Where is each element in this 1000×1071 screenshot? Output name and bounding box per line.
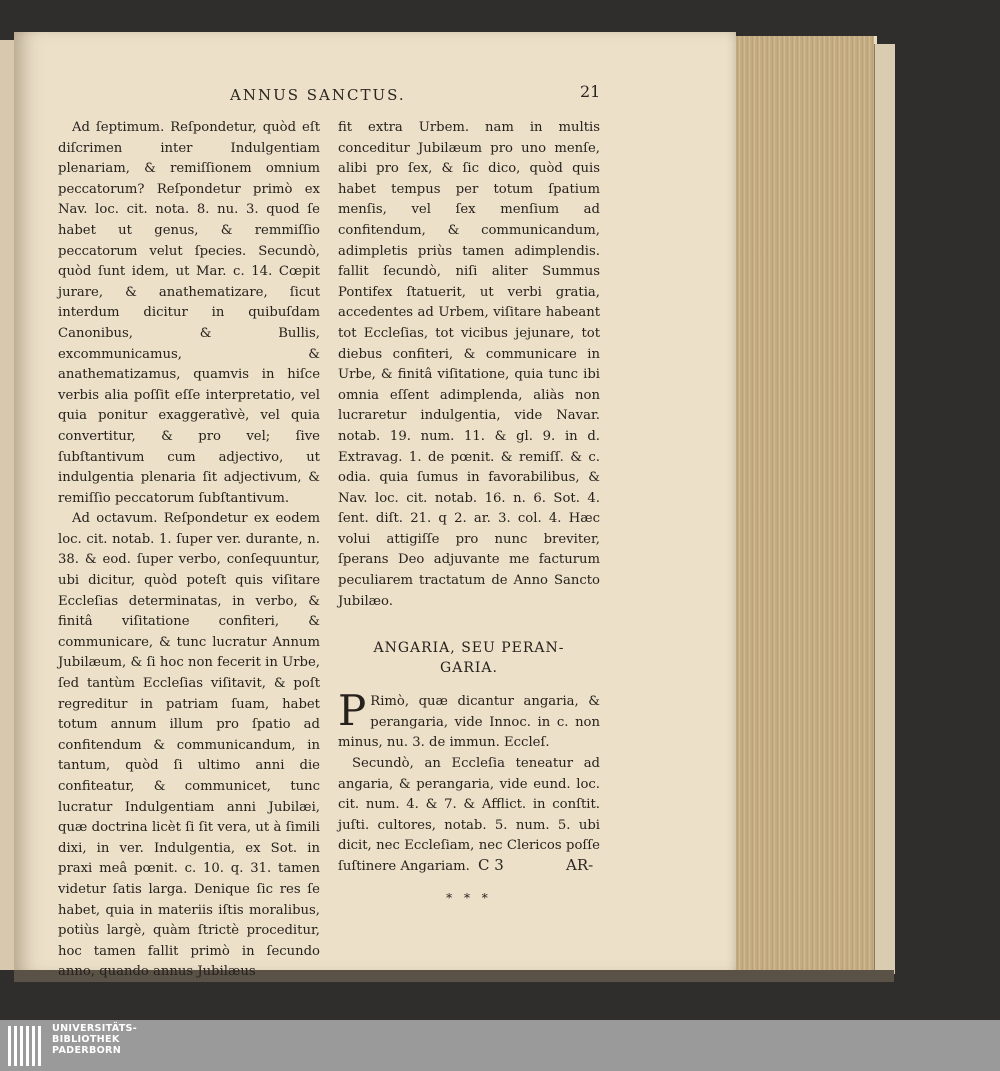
paragraph: fit extra Urbem. nam in multis conceditur Jubilæum pro uno menſe, alibi pro ſex, & ſic dico, quòd quis habet tempus per totum ſpatium menſis, vel ſex menſium ad confitendum, & communicandum, adimpletis priùs tamen adimplendis. fallit ſecundò, niſi aliter Summus Pontifex ſtatuerit, ut verbi gratia, accedentes ad Urbem, viſitare habeant tot Eccleſias, tot vicibus jejunare, tot diebus confiteri, & communicare in Urbe, & finitâ viſitatione, quia tunc ibi omnia eſſent adimplenda, aliàs non lucraretur indulgentia, vide Navar. notab. 19. num. 11. & gl. 9. in d. Extravag. 1. de pœnit. & remiſſ. & c. odia. quia ſumus in favorabilibus, & Nav. loc. cit. notab. 16. n. 6. Sot. 4. ſent. diſt. 21. q 2. ar. 3. col. 4. Hæc volui attigiſſe pro nunc breviter, ſperans Deo adjuvante me facturum peculiarem tractatum de Anno Sancto Jubilæo.	[338, 120, 600, 609]
page-number: 21	[580, 82, 601, 101]
ornament: * * *	[446, 890, 492, 905]
library-banner	[0, 1020, 1000, 1071]
library-name-line: BIBLIOTHEK	[52, 1034, 120, 1045]
catchword: AR-	[566, 856, 594, 874]
drop-capital: P	[338, 686, 367, 736]
section-heading-line: GARIA.	[440, 660, 498, 677]
text-column-left	[58, 118, 320, 983]
signature-mark: C 3	[478, 856, 504, 874]
section-heading	[338, 638, 600, 678]
library-name-line: PADERBORN	[52, 1045, 122, 1056]
library-logo-icon	[8, 1026, 48, 1066]
section-heading-line: ANGARIA, SEU PERAN-	[373, 640, 565, 657]
book-cover-edge	[874, 44, 895, 974]
library-name-line: UNIVERSITÄTS-	[52, 1023, 138, 1034]
page-fore-edge	[736, 36, 877, 970]
facing-page-edge	[0, 40, 15, 970]
running-head: ANNUS SANCTUS.	[230, 86, 406, 104]
paragraph: Secundò, an Eccleſia teneatur ad angaria, & perangaria, vide eund. loc. cit. num. 4. & 7. & Afflict. in conſtit. juſti. cultores, notab. 5. num. 5. ubi dicit, nec Eccleſiam, nec Clericos poſſe ſuſtinere Angariam.	[338, 756, 600, 874]
paragraph: Ad ſeptimum. Reſpondetur, quòd eſt diſcrimen inter Indulgentiam plenariam, & remiſſionem omnium peccatorum? Reſpondetur primò ex Nav. loc. cit. nota. 8. nu. 3. quod ſe habet ut genus, & remmiſſio peccatorum velut ſpecies. Secundò, quòd ſunt idem, ut Mar. c. 14. Cœpit jurare, & anathematizare, ſicut interdum dicitur in quibuſdam Canonibus, & Bullis, excommunicamus, & anathematizamus, quamvis in hiſce verbis alia poſſit eſſe interpretatio, vel quia ponitur exaggeratìvè, vel quia convertitur, & pro vel; ſive ſubſtantivum cum adjectivo, ut indulgentia plenaria ſit adjectivum, & remiſſio peccatorum ſubſtantivum.	[58, 120, 320, 506]
paragraph	[338, 686, 600, 754]
paragraph-text: Rimò, quæ dicantur angaria, & perangaria, vide Innoc. in c. non minus, nu. 3. de immun. Eccleſ.	[338, 694, 600, 751]
paragraph: Ad octavum. Reſpondetur ex eodem loc. cit. notab. 1. ſuper ver. durante, n. 38. & eod. ſuper verbo, conſequuntur, ubi dicitur, quòd poteſt quis viſitare Eccleſias determinatas, in verbo, & finitâ viſitatione confiteri, & communicare, & tunc lucratur Annum Jubilæum, & ſi hoc non fecerit in Urbe, ſed tantùm Eccleſias viſitavit, & poſt regreditur in patriam ſuam, habet totum annum illum pro ſpatio ad confitendum & communicandum, in tantum, quòd ſi ultimo anni die confiteatur, & communicet, tunc lucratur Indulgentiam anni Jubilæi, quæ doctrina licèt ſi ſit vera, ut à ſimili dixi, in ver. Indulgentia, ex Sot. in praxi meâ pœnit. c. 10. q. 31. tamen videtur ſatis larga. Denique ſic res ſe habet, quia in materiis iſtis moralibus, potiùs largè, quàm ſtrictè proceditur, hoc tamen fallit primò in ſecundo anno, quando annus Jubilæus	[58, 511, 320, 980]
library-name	[52, 1023, 137, 1056]
text-column-right	[338, 118, 600, 904]
